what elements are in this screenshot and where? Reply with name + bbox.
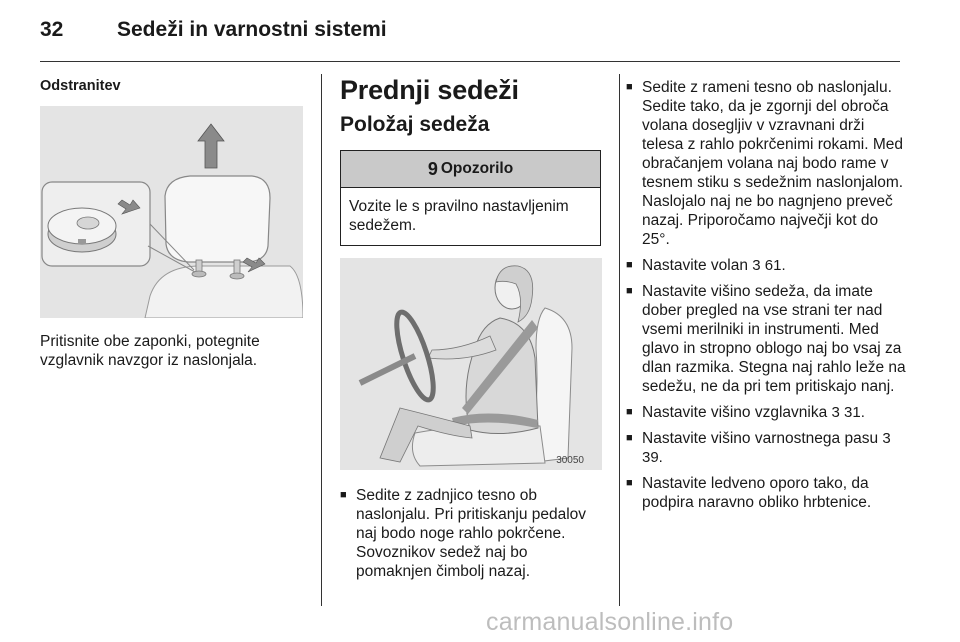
list-item: ■ Sedite z zadnjico tesno ob naslonjalu. Pri pritiskanju pedalov naj bodo noge rahlo pokrčene. Sovoznikov sedež naj bo pomaknjen čimbolj nazaj. xyxy=(340,487,587,580)
page-number: 32 xyxy=(40,18,64,41)
list-item: ■ Nastavite višino vzglavnika 3 31. xyxy=(626,404,865,421)
warning-triangle-icon: 9 xyxy=(427,158,438,179)
header-rule xyxy=(40,61,900,62)
bullet-square-icon: ■ xyxy=(626,406,633,418)
warning-box xyxy=(340,150,601,246)
page-reference-link[interactable]: 3 31. xyxy=(831,404,865,421)
column-divider-1 xyxy=(321,74,322,606)
bullet-square-icon: ■ xyxy=(626,432,633,444)
subsection-title: Položaj sedeža xyxy=(340,113,490,136)
warning-label: Opozorilo xyxy=(440,160,514,177)
subheading-removal: Odstranitev xyxy=(40,78,121,94)
headrest-removal-figure xyxy=(40,106,303,318)
section-title: Prednji sedeži xyxy=(340,75,519,105)
page-reference-link[interactable]: 3 61. xyxy=(752,257,786,274)
watermark: carmanualsonline.info xyxy=(486,608,734,636)
column-divider-2 xyxy=(619,74,620,606)
list-item: ■ Nastavite višino varnostnega pasu 3 39. xyxy=(626,430,891,466)
seating-position-figure xyxy=(340,258,602,470)
list-item: ■ Sedite z rameni tesno ob naslonjalu. Sedite tako, da je zgornji del obroča volana dosegljiv v vzravnani drži telesa z rahlo pokrčenimi rokami. Med obračanjem volana naj bodo rame v tesnem stiku s sedežnim naslonjalom. Naslojalo naj ne bo nagnjeno preveč nazaj. Priporočamo največji kot do 25°. xyxy=(626,79,904,248)
bullet-square-icon: ■ xyxy=(626,81,633,93)
bullet-square-icon: ■ xyxy=(626,477,633,489)
page-reference-link[interactable]: 3 39. xyxy=(642,430,891,466)
list-item: ■ Nastavite ledveno oporo tako, da podpira naravno obliko hrbtenice. xyxy=(626,475,872,511)
warning-text: Vozite le s pravilno nastavljenim sedežem. xyxy=(349,198,569,234)
middle-column xyxy=(340,74,602,588)
left-column xyxy=(40,74,303,370)
list-item: ■ Nastavite višino sedeža, da imate dober pregled na vse strani ter nad vsemi merilniki in instrumenti. Med glavo in stropno oblogo naj bo vsaj za dlan razmika. Stegna naj rahlo leže na sedežu, ne da pri tem pritiskajo nanj. xyxy=(626,283,906,395)
chapter-title: Sedeži in varnostni sistemi xyxy=(117,18,387,41)
middle-bullet-list xyxy=(340,486,602,581)
bullet-square-icon: ■ xyxy=(626,259,633,271)
right-column xyxy=(626,78,908,519)
bullet-square-icon: ■ xyxy=(340,489,347,501)
figure-number: 30050 xyxy=(556,455,584,466)
page-header xyxy=(0,0,960,60)
warning-header xyxy=(341,151,600,188)
right-bullet-list xyxy=(626,78,908,512)
bullet-square-icon: ■ xyxy=(626,285,633,297)
list-item: ■ Nastavite volan 3 61. xyxy=(626,257,786,274)
removal-caption: Pritisnite obe zaponki, potegnite vzglavnik navzgor iz naslonjala. xyxy=(40,333,260,369)
